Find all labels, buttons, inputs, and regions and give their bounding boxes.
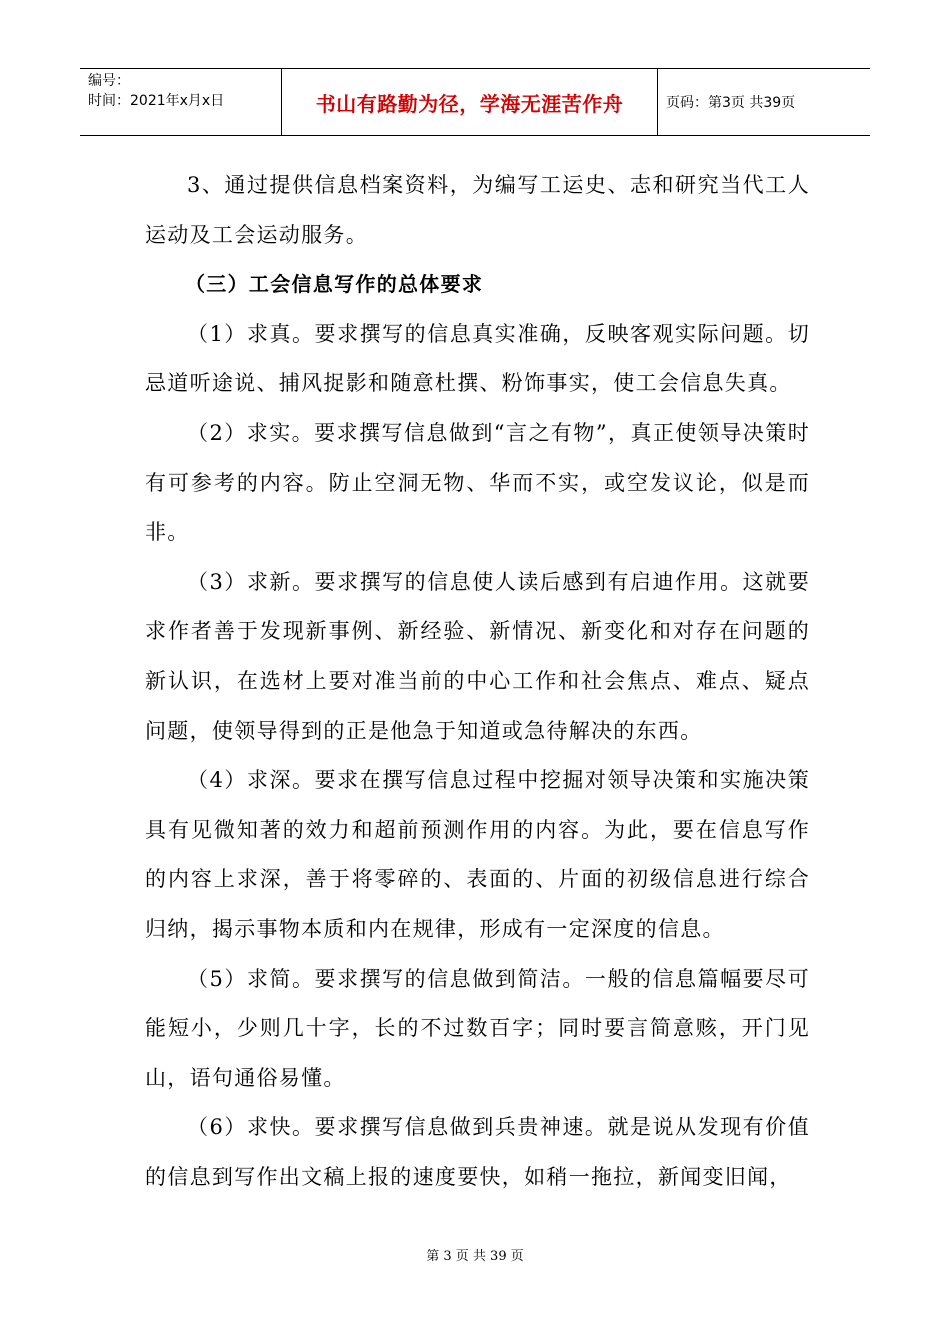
document-number-label: 编号： xyxy=(88,73,130,89)
paragraph-item-3: 3、通过提供信息档案资料，为编写工运史、志和研究当代工人运动及工会运动服务。 xyxy=(145,173,810,247)
document-body xyxy=(145,161,810,1202)
requirement-novelty: （3）求新。要求撰写的信息使人读后感到有启迪作用。这就要求作者善于发现新事例、新经验、新情况、新变化和对存在问题的新认识，在选材上要对准当前的中心工作和社会焦点、难点、疑点问题，使领导得到的正是他急于知道或急待解决的东西。 xyxy=(145,569,810,743)
section-heading: （三）工会信息写作的总体要求 xyxy=(185,272,484,297)
requirement-brevity: （5）求简。要求撰写的信息做到简洁。一般的信息篇幅要尽可能短小，少则几十字，长的不过数百字；同时要言简意赅，开门见山，语句通俗易懂。 xyxy=(145,966,810,1090)
requirement-depth: （4）求深。要求在撰写信息过程中挖掘对领导决策和实施决策具有见微知著的效力和超前预测作用的内容。为此，要在信息写作的内容上求深，善于将零碎的、表面的、片面的初级信息进行综合归纳，揭示事物本质和内在规律，形成有一定深度的信息。 xyxy=(145,768,810,941)
page-footer: 第 3 页 共 39 页 xyxy=(426,1249,524,1264)
requirement-substance: （2）求实。要求撰写信息做到“言之有物”，真正使领导决策时有可参考的内容。防止空洞无物、华而不实，或空发议论，似是而非。 xyxy=(145,420,810,545)
header-meta xyxy=(80,69,282,135)
header-page-info: 页码：第3页 共39页 xyxy=(666,95,796,111)
page-header xyxy=(80,68,870,136)
requirement-truth: （1）求真。要求撰写的信息真实准确，反映客观实际问题。切忌道听途说、捕风捉影和随意杜撰、粉饰事实，使工会信息失真。 xyxy=(145,321,810,396)
requirement-speed: （6）求快。要求撰写信息做到兵贵神速。就是说从发现有价值的信息到写作出文稿上报的速度要快，如稍一拖拉，新闻变旧闻， xyxy=(145,1115,810,1189)
header-motto: 书山有路勤为径，学海无涯苦作舟 xyxy=(282,69,658,135)
document-date: 时间：2021年x月x日 xyxy=(88,93,225,109)
